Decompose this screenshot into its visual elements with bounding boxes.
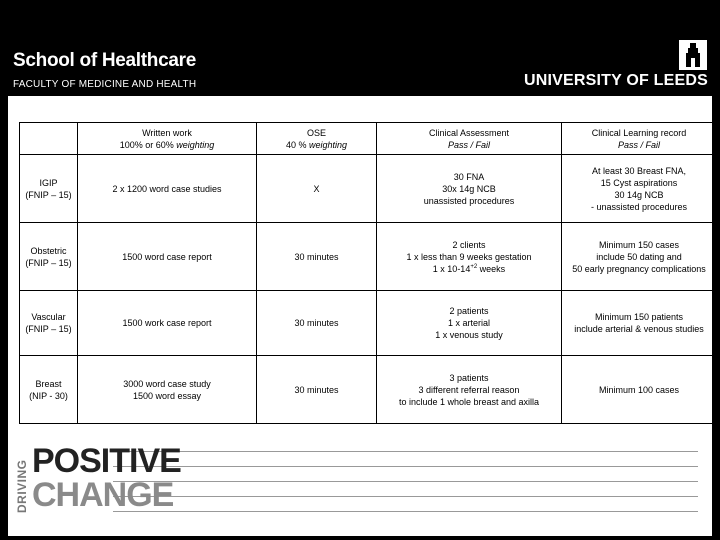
row-label: Vascular (FNIP – 15) — [20, 291, 78, 356]
change-label: CHANGE — [32, 476, 174, 514]
clinical-cell: 2 clients 1 x less than 9 weeks gestation 1 x $10-14^{+2}$ weeks — [377, 223, 562, 291]
header-banner — [0, 0, 720, 96]
record-cell: Minimum 150 cases include 50 dating and 50 early pregnancy complications — [562, 223, 717, 291]
driving-label: DRIVING — [15, 459, 29, 513]
header-cell-written: Written work 100% or 60% weighting — [78, 123, 257, 155]
ose-cell: 30 minutes — [257, 356, 377, 424]
row-label: Breast (NIP - 30) — [20, 356, 78, 424]
slide-body — [8, 96, 712, 536]
written-cell: 1500 work case report — [78, 291, 257, 356]
clinical-cell: 3 patients 3 different referral reason to include 1 whole breast and axilla — [377, 356, 562, 424]
row-label: Obstetric (FNIP – 15) — [20, 223, 78, 291]
header-cell-ose: OSE 40 % weighting — [257, 123, 377, 155]
written-cell: 2 x 1200 word case studies — [78, 155, 257, 223]
table-row — [20, 223, 717, 291]
table-row — [20, 356, 717, 424]
row-label: IGIP (FNIP – 15) — [20, 155, 78, 223]
assessment-table — [19, 122, 717, 424]
ose-cell: 30 minutes — [257, 291, 377, 356]
written-cell: 1500 word case report — [78, 223, 257, 291]
record-cell: Minimum 150 patients include arterial & venous studies — [562, 291, 717, 356]
university-crest-icon — [679, 40, 707, 70]
ose-cell: X — [257, 155, 377, 223]
clinical-cell: 2 patients 1 x arterial 1 x venous study — [377, 291, 562, 356]
university-logo-text: UNIVERSITY OF LEEDS — [524, 72, 708, 89]
school-title: School of Healthcare — [13, 50, 196, 71]
record-cell: Minimum 100 cases — [562, 356, 717, 424]
footer-rules — [113, 451, 698, 526]
table-row — [20, 155, 717, 223]
faculty-subtitle: FACULTY OF MEDICINE AND HEALTH — [13, 79, 197, 90]
header-cell-clinical-assessment: Clinical Assessment Pass / Fail — [377, 123, 562, 155]
table-row — [20, 291, 717, 356]
header-cell-clinical-record: Clinical Learning record Pass / Fail — [562, 123, 717, 155]
ose-cell: 30 minutes — [257, 223, 377, 291]
table-header-row — [20, 123, 717, 155]
positive-label: POSITIVE — [32, 442, 181, 480]
header-cell-empty — [20, 123, 78, 155]
record-cell: At least 30 Breast FNA, 15 Cyst aspirations 30 14g NCB - unassisted procedures — [562, 155, 717, 223]
clinical-cell: 30 FNA 30x 14g NCB unassisted procedures — [377, 155, 562, 223]
written-cell: 3000 word case study 1500 word essay — [78, 356, 257, 424]
